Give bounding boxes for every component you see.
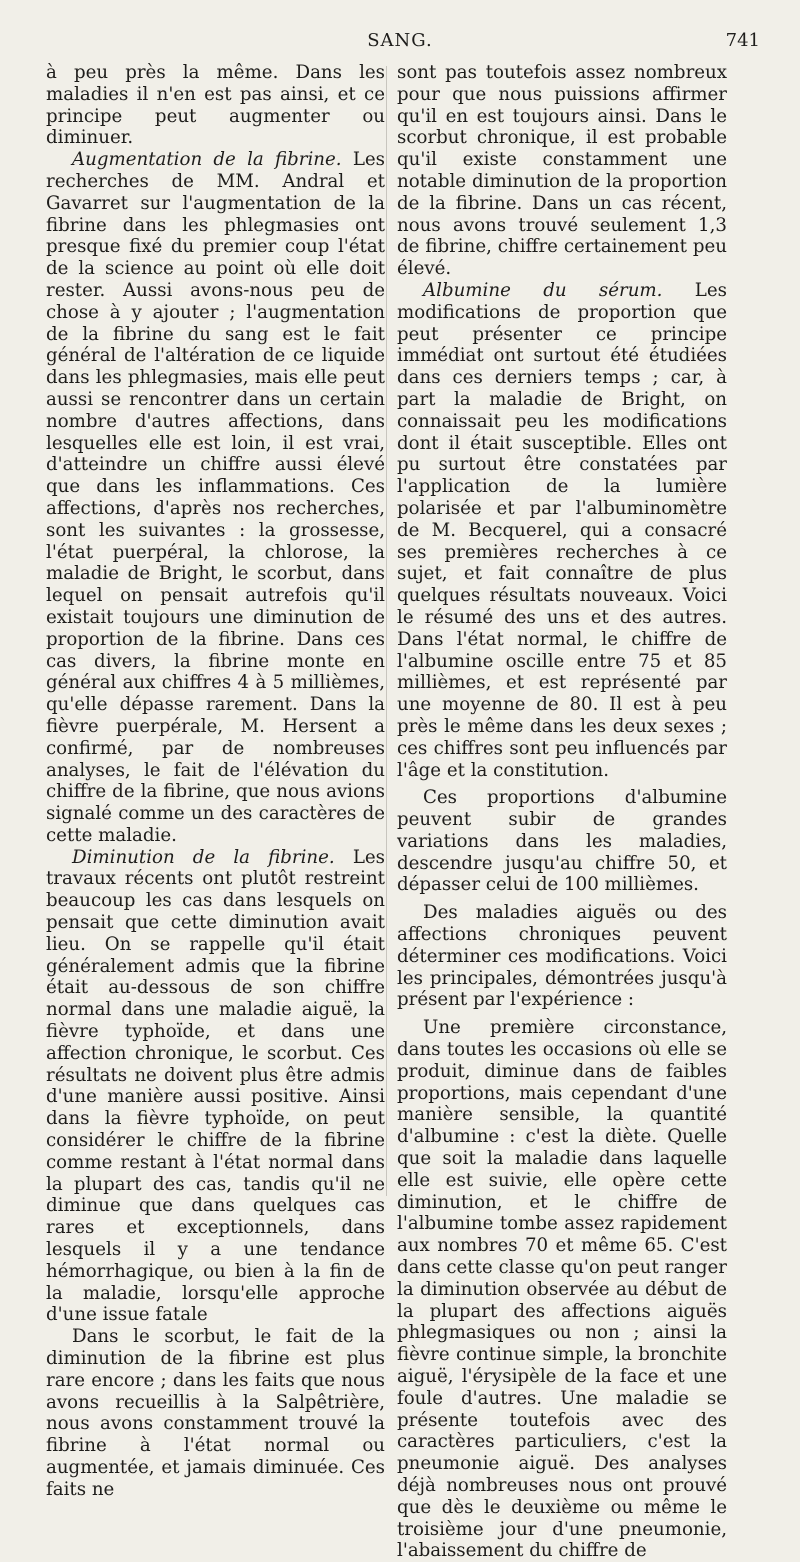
page-header [40, 30, 760, 60]
paragraph-text: Dans le scorbut, le fait de la diminution de la fibrine est plus rare encore ; dans les faits que nous avons recueillis à la Salpêtrière, nous avons constamment trouvé la fibrine à l'état normal ou augmentée, et jamais diminuée. Ces faits ne [46, 1326, 385, 1500]
paragraph-text: Les recherches de MM. Andral et Gavarret sur l'augmentation de la fibrine dans les phlegmasies ont presque fixé du premier coup l'état de la science au point où elle doit rester. Aussi avons-nous peu de chose à y ajouter ; l'augmentation de la fibrine du sang est le fait général de l'altération de ce liquide dans les phlegmasies, mais elle peut aussi se rencontrer dans un certain nombre d'autres affections, dans lesquelles elle est loin, il est vrai, d'atteindre un chiffre aussi élevé que dans les inflammations. Ces affections, d'après nos recherches, sont les suivantes : la grossesse, l'état puerpéral, la chlorose, la maladie de Bright, le scorbut, dans lequel on pensait autrefois qu'il existait toujours une diminution de proportion de la fibrine. Dans ces cas divers, la fibrine monte en général aux chiffres 4 à 5 millièmes, qu'elle dépasse rarement. Dans la fièvre puerpérale, M. Hersent a confirmé, par de nombreuses analyses, le fait de l'élévation du chiffre de la fibrine, que nous avions signalé comme un des caractères de cette maladie. [46, 149, 385, 846]
paragraph-text: à peu près la même. Dans les maladies il n'en est pas ainsi, et ce principe peut augmenter ou diminuer. [46, 62, 385, 149]
section-title: Augmentation de la fibrine. [72, 149, 342, 171]
paragraph-text: Les travaux récents ont plutôt restreint beaucoup les cas dans lesquels on pensait que cette diminution avait lieu. On se rappelle qu'il était généralement admis que la fibrine était au-dessous de son chiffre normal dans une maladie aiguë, la fièvre typhoïde, et dans une affection chronique, le scorbut. Ces résultats ne doivent plus être admis d'une manière aussi positive. Ainsi dans la fièvre typhoïde, on peut considérer le chiffre de la fibrine comme restant à l'état normal dans la plupart des cas, tandis qu'il ne diminue que dans quelques cas rares et exceptionnels, dans lesquels il y a une tendance hémorrhagique, ou bien à la fin de la maladie, lorsqu'elle approche d'une issue fatale [46, 846, 385, 1326]
section-title: Diminution de la fibrine. [72, 846, 335, 868]
page-number: 741 [725, 30, 760, 51]
left-column [46, 62, 385, 1501]
paragraph [397, 62, 727, 280]
running-title: SANG. [367, 30, 433, 51]
column-divider [386, 66, 387, 1196]
paragraph-text: Les modifications de proportion que peut présenter ce principe immédiat ont surtout été étudiées dans ces derniers temps ; car, à part la maladie de Bright, on connaissait peu les modifications dont il était susceptible. Elles ont pu surtout être constatées par l'application de la lumière polarisée et par l'albuminomètre de M. Becquerel, qui a consacré ses premières recherches à ce sujet, et fait connaître de plus quelques résultats nouveaux. Voici le résumé des uns et des autres. Dans l'état normal, le chiffre de l'albumine oscille entre 75 et 85 millièmes, et est représenté par une moyenne de 80. Il est à peu près le même dans les deux sexes ; ces chiffres sont peu influencés par l'âge et la constitution. [397, 279, 727, 781]
paragraph-text: sont pas toutefois assez nombreux pour que nous puissions affirmer qu'il en est toujours ainsi. Dans le scorbut chronique, il est probable qu'il existe constamment une notable diminution de la proportion de la fibrine. Dans un cas récent, nous avons trouvé seulement 1,3 de fibrine, chiffre certainement peu élevé. [397, 62, 727, 280]
section-title: Albumine du sérum. [423, 279, 663, 301]
paragraph [397, 1017, 727, 1562]
paragraph [397, 902, 727, 1011]
paragraph-text: Une première circonstance, dans toutes les occasions où elle se produit, diminue dans de faibles proportions, mais cependant d'une manière sensible, la quantité d'albumine : c'est la diète. Quelle que soit la maladie dans laquelle elle est suivie, elle opère cette diminution, et le chiffre de l'albumine tombe assez rapidement aux nombres 70 et même 65. C'est dans cette classe qu'on peut ranger la diminution observée au début de la plupart des affections aiguës phlegmasiques ou non ; ainsi la fièvre continue simple, la bronchite aiguë, l'érysipèle de la face et une foule d'autres. Une maladie se présente toutefois avec des caractères particuliers, c'est la pneumonie aiguë. Des analyses déjà nombreuses nous ont prouvé que dès le deuxième ou même le troisième jour d'une pneumonie, l'abaissement du chiffre de [397, 1017, 727, 1562]
paragraph [397, 787, 727, 896]
paragraph-text: Des maladies aiguës ou des affections chroniques peuvent déterminer ces modifications. Voici les principales, démontrées jusqu'à présent par l'expérience : [397, 902, 727, 1011]
paragraph [46, 847, 385, 1327]
paragraph [46, 149, 385, 847]
paragraph-text: Ces proportions d'albumine peuvent subir de grandes variations dans les maladies, descendre jusqu'au chiffre 50, et dépasser celui de 100 millièmes. [397, 787, 727, 896]
right-column [397, 62, 727, 1562]
paragraph [46, 1326, 385, 1500]
paragraph [397, 280, 727, 781]
paragraph [46, 62, 385, 149]
